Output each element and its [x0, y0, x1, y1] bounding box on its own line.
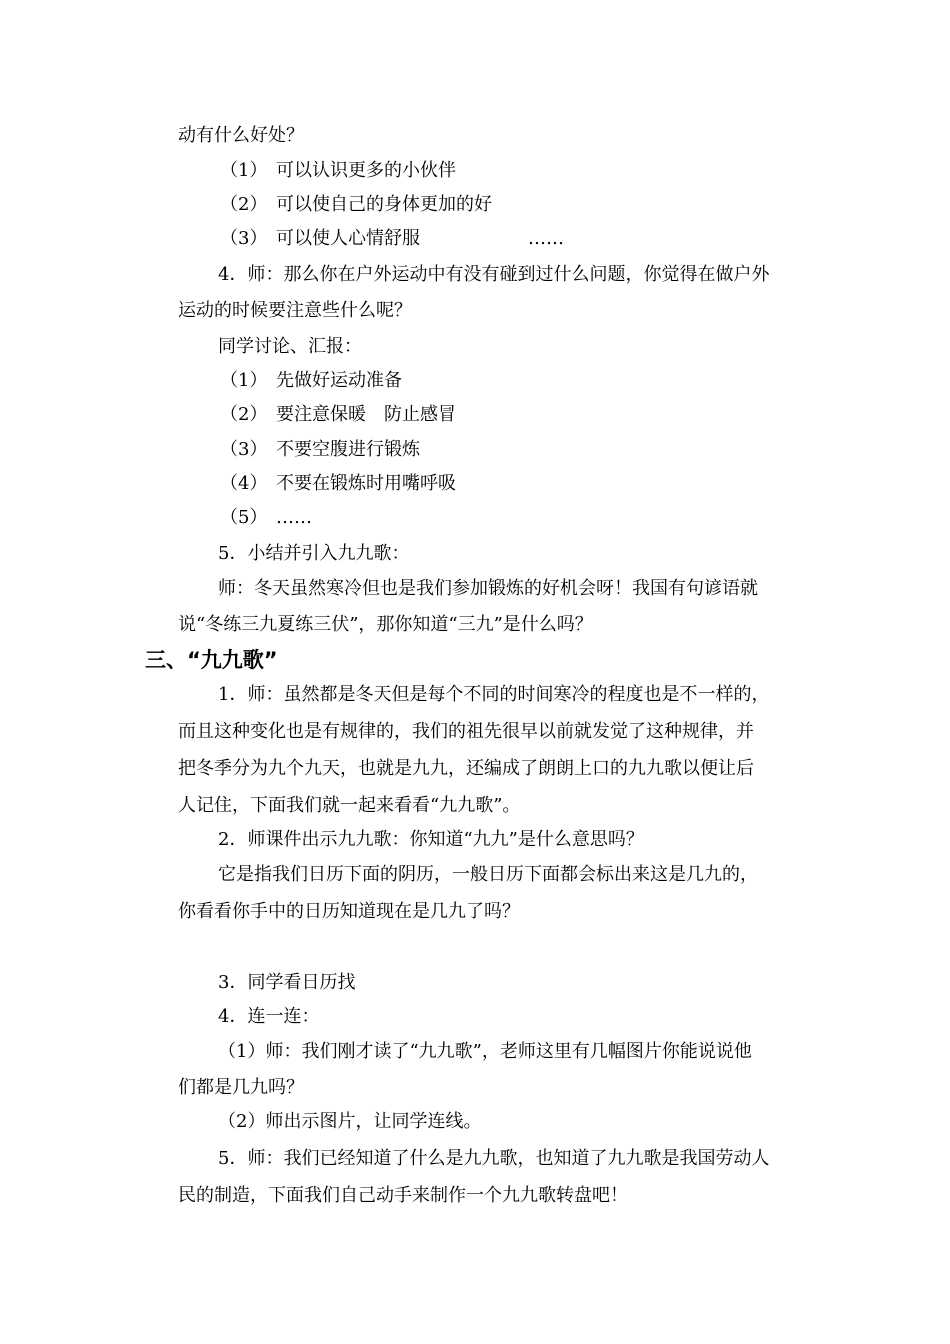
paragraph-line: 同学讨论、汇报：	[218, 336, 362, 357]
paragraph-line: 民的制造，下面我们自己动手来制作一个九九歌转盘吧！	[178, 1185, 628, 1206]
list-item	[220, 507, 312, 529]
list-number: （5）	[220, 507, 268, 528]
list-text: ……	[276, 507, 312, 528]
list-text: 先做好运动准备	[276, 370, 402, 391]
list-text: 可以使人心情舒服	[276, 228, 420, 249]
paragraph-line: 3．同学看日历找	[218, 972, 356, 993]
paragraph-line: 4．师：那么你在户外运动中有没有碰到过什么问题，你觉得在做户外	[218, 264, 770, 285]
list-text: 可以使自己的身体更加的好	[276, 194, 492, 215]
paragraph-line: （1）师：我们刚才读了“九九歌”，老师这里有几幅图片你能说说他	[218, 1041, 752, 1062]
list-text: 不要空腹进行锻炼	[276, 439, 420, 460]
list-number: （3）	[220, 439, 268, 460]
paragraph-line: 5．小结并引入九九歌：	[218, 543, 410, 564]
list-number: （2）	[220, 404, 268, 425]
list-item	[220, 439, 420, 461]
paragraph-line: 4．连一连：	[218, 1006, 320, 1027]
paragraph-line: 5．师：我们已经知道了什么是九九歌，也知道了九九歌是我国劳动人	[218, 1148, 770, 1169]
list-number: （1）	[220, 160, 268, 181]
paragraph-line: 运动的时候要注意些什么呢？	[178, 300, 412, 321]
paragraph-line: 们都是几九吗？	[178, 1077, 304, 1098]
list-item	[220, 404, 456, 426]
paragraph-line: 1．师：虽然都是冬天但是每个不同的时间寒冷的程度也是不一样的，	[218, 684, 770, 705]
paragraph-line: 而且这种变化也是有规律的，我们的祖先很早以前就发觉了这种规律，并	[178, 721, 754, 742]
list-item	[220, 228, 420, 250]
list-item	[220, 160, 456, 182]
paragraph-line: 2．师课件出示九九歌：你知道“九九”是什么意思吗？	[218, 829, 644, 850]
list-text: 不要在锻炼时用嘴呼吸	[276, 473, 456, 494]
paragraph-line: （2）师出示图片，让同学连线。	[218, 1111, 482, 1132]
list-item	[220, 194, 492, 216]
ellipsis: ……	[528, 228, 564, 249]
section-heading: 三、“九九歌”	[145, 648, 278, 672]
paragraph-line: 它是指我们日历下面的阴历，一般日历下面都会标出来这是几九的，	[218, 864, 758, 885]
paragraph-line: 说“冬练三九夏练三伏”，那你知道“三九”是什么吗？	[178, 614, 593, 635]
paragraph-line: 你看看你手中的日历知道现在是几九了吗？	[178, 901, 520, 922]
list-item	[220, 370, 402, 392]
list-text: 要注意保暖 防止感冒	[276, 404, 456, 425]
list-number: （2）	[220, 194, 268, 215]
text-line: 动有什么好处？	[178, 125, 304, 146]
paragraph-line: 人记住，下面我们就一起来看看“九九歌”。	[178, 795, 521, 816]
list-text: 可以认识更多的小伙伴	[276, 160, 456, 181]
list-number: （4）	[220, 473, 268, 494]
list-number: （1）	[220, 370, 268, 391]
paragraph-line: 把冬季分为九个九天，也就是九九，还编成了朗朗上口的九九歌以便让后	[178, 758, 754, 779]
list-item	[220, 473, 456, 495]
paragraph-line: 师：冬天虽然寒冷但也是我们参加锻炼的好机会呀！我国有句谚语就	[218, 578, 758, 599]
list-number: （3）	[220, 228, 268, 249]
